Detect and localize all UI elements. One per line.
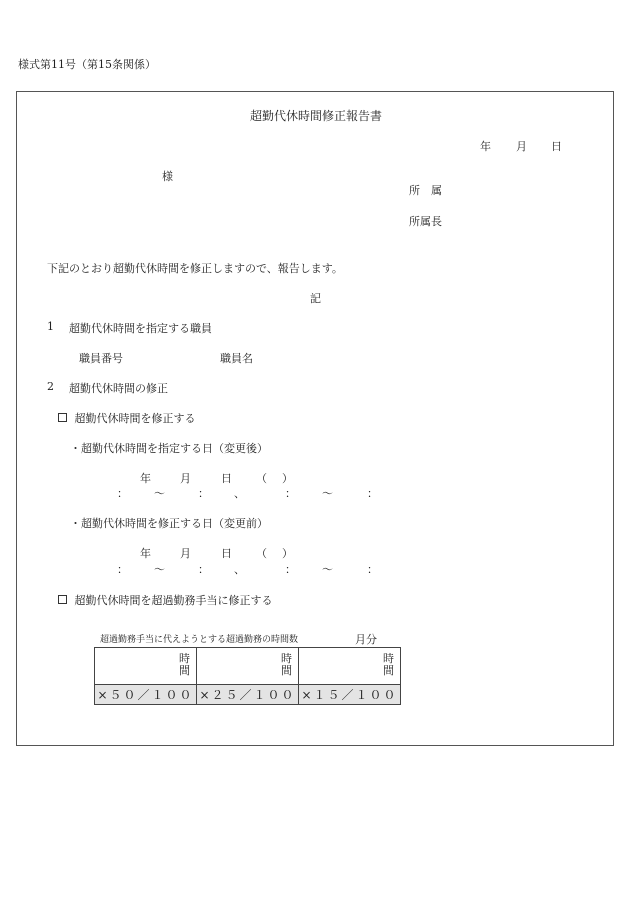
- date-year-label: 年: [480, 140, 491, 153]
- section1-number: 1: [47, 320, 54, 333]
- table-month-label: 月分: [355, 633, 377, 646]
- before-wave-2: ～: [322, 563, 333, 576]
- before-colon-1: ：: [117, 563, 128, 576]
- after-paren-open: （: [256, 472, 267, 485]
- after-colon-4: ：: [367, 487, 378, 500]
- after-wave-1: ～: [154, 487, 165, 500]
- hours-cell-15[interactable]: [299, 648, 401, 685]
- before-month: 月: [180, 547, 191, 560]
- ki-label: 記: [310, 292, 321, 305]
- after-wave-2: ～: [322, 487, 333, 500]
- rate-row: [95, 685, 401, 705]
- before-day: 日: [221, 547, 232, 560]
- before-colon-2: ：: [198, 563, 209, 576]
- after-paren-close: ）: [282, 472, 293, 485]
- after-day: 日: [221, 472, 232, 485]
- option-overtime-label: 超勤代休時間を超過勤務手当に修正する: [74, 594, 273, 607]
- after-colon-2: ：: [198, 487, 209, 500]
- before-date-label: ・超勤代休時間を修正する日（変更前）: [70, 517, 268, 530]
- affiliation-label: 所 属: [409, 184, 442, 197]
- option-overtime: [58, 592, 273, 608]
- before-colon-3: ：: [285, 563, 296, 576]
- before-paren-open: （: [256, 547, 267, 560]
- modify-checkbox[interactable]: [58, 413, 67, 422]
- staff-name-label: 職員名: [220, 352, 253, 365]
- hours-cell-25[interactable]: [197, 648, 299, 685]
- table-caption: 超過勤務手当に代えようとする超過勤務の時間数: [100, 635, 299, 645]
- option-modify: [58, 410, 196, 426]
- hours-table: [94, 647, 401, 705]
- hours-row: [95, 648, 401, 685]
- hours-unit: 時間: [179, 652, 190, 677]
- after-colon-3: ：: [285, 487, 296, 500]
- hours-unit: 時間: [383, 652, 394, 677]
- rate-15: ×１５／１００: [299, 685, 401, 705]
- after-date-label: ・超勤代休時間を指定する日（変更後）: [70, 442, 268, 455]
- date-month-label: 月: [516, 140, 527, 153]
- rate-50: ×５０／１００: [95, 685, 197, 705]
- affiliation-head-label: 所属長: [409, 215, 442, 228]
- before-year: 年: [140, 547, 151, 560]
- after-month: 月: [180, 472, 191, 485]
- before-paren-close: ）: [282, 547, 293, 560]
- section2-title: 超勤代休時間の修正: [69, 382, 168, 395]
- after-comma: 、: [234, 487, 245, 500]
- addressee-suffix: 様: [162, 170, 173, 183]
- before-colon-4: ：: [367, 563, 378, 576]
- rate-25: ×２５／１００: [197, 685, 299, 705]
- before-comma: 、: [234, 563, 245, 576]
- after-colon-1: ：: [117, 487, 128, 500]
- hours-unit: 時間: [281, 652, 292, 677]
- option-modify-label: 超勤代休時間を修正する: [74, 412, 196, 425]
- before-wave-1: ～: [154, 563, 165, 576]
- after-year: 年: [140, 472, 151, 485]
- staff-number-label: 職員番号: [79, 352, 123, 365]
- date-day-label: 日: [551, 140, 562, 153]
- section2-number: 2: [47, 380, 54, 393]
- overtime-checkbox[interactable]: [58, 595, 67, 604]
- section1-title: 超勤代休時間を指定する職員: [69, 322, 212, 335]
- form-title: 超勤代休時間修正報告書: [250, 109, 383, 123]
- intro-text: 下記のとおり超勤代休時間を修正しますので、報告します。: [47, 262, 343, 275]
- form-number: 様式第11号（第15条関係）: [18, 58, 156, 71]
- hours-cell-50[interactable]: [95, 648, 197, 685]
